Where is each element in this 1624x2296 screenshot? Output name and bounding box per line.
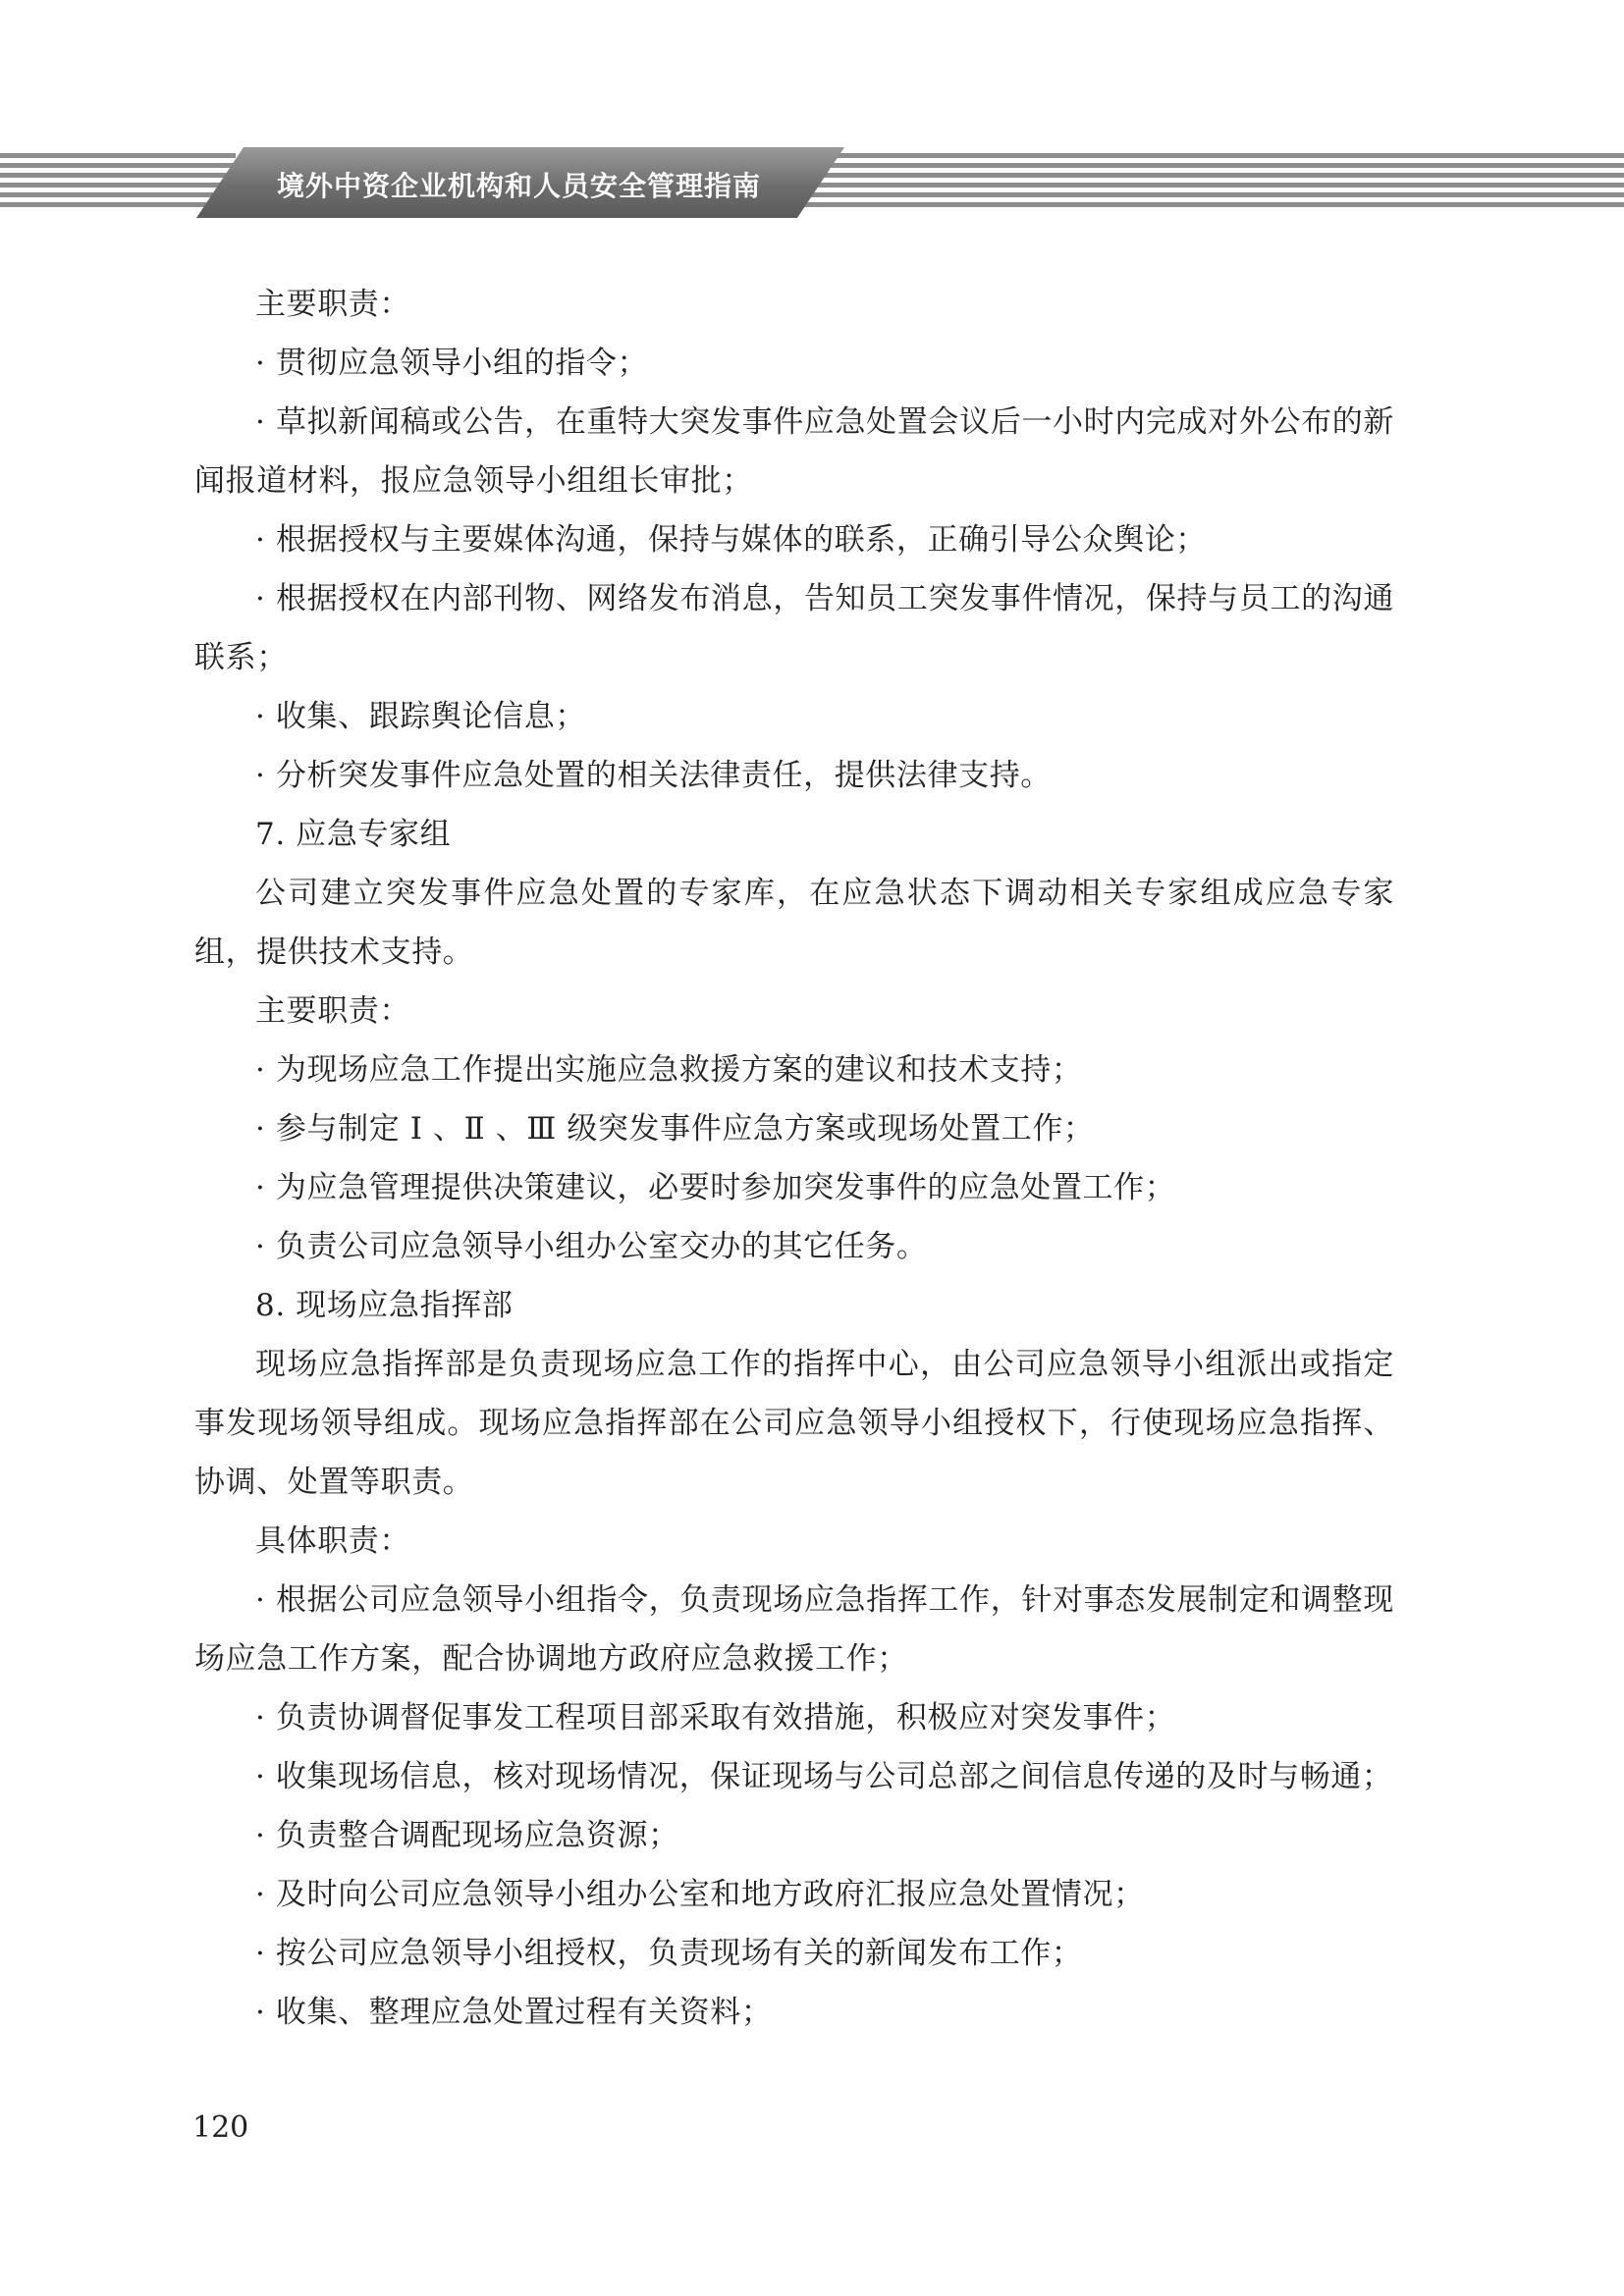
paragraph: · 参与制定 Ⅰ 、Ⅱ 、Ⅲ 级突发事件应急方案或现场处置工作；	[255, 1111, 1095, 1147]
paragraph: · 根据授权与主要媒体沟通，保持与媒体的联系，正确引导公众舆论；	[255, 522, 1207, 558]
header-stripes-right	[785, 153, 1624, 212]
paragraph: · 负责协调督促事发工程项目部采取有效措施，积极应对突发事件；	[255, 1700, 1176, 1735]
section-heading: 8. 现场应急指挥部	[255, 1288, 514, 1323]
paragraph: · 收集、整理应急处置过程有关资料；	[255, 1995, 773, 2030]
paragraph: · 贯彻应急领导小组的指令；	[255, 346, 649, 381]
paragraph: · 根据授权在内部刊物、网络发布消息，告知员工突发事件情况，保持与员工的沟通联系；	[194, 581, 1394, 675]
paragraph: 主要职责：	[255, 993, 410, 1029]
paragraph: · 按公司应急领导小组授权，负责现场有关的新闻发布工作；	[255, 1936, 1083, 1971]
paragraph: · 草拟新闻稿或公告，在重特大突发事件应急处置会议后一小时内完成对外公布的新闻报道材料，报应急领导小组组长审批；	[194, 404, 1394, 499]
section-heading: 7. 应急专家组	[255, 817, 452, 852]
paragraph: 现场应急指挥部是负责现场应急工作的指挥中心，由公司应急领导小组派出或指定事发现场领导组成。现场应急指挥部在公司应急领导小组授权下，行使现场应急指挥、协调、处置等职责。	[194, 1347, 1394, 1500]
paragraph: · 负责整合调配现场应急资源；	[255, 1818, 679, 1853]
paragraph: · 分析突发事件应急处置的相关法律责任，提供法律支持。	[255, 758, 1052, 793]
paragraph: 主要职责：	[255, 287, 410, 322]
header-stripes-left	[0, 153, 236, 212]
paragraph: · 为现场应急工作提出实施应急救援方案的建议和技术支持；	[255, 1052, 1083, 1088]
paragraph: · 收集现场信息，核对现场情况，保证现场与公司总部之间信息传递的及时与畅通；	[255, 1759, 1393, 1794]
page-body	[194, 275, 1394, 2042]
paragraph: · 根据公司应急领导小组指令，负责现场应急指挥工作，针对事态发展制定和调整现场应急工作方案，配合协调地方政府应急救援工作；	[194, 1582, 1394, 1677]
running-header	[0, 147, 1624, 218]
paragraph: 具体职责：	[255, 1523, 410, 1559]
paragraph: · 负责公司应急领导小组办公室交办的其它任务。	[255, 1229, 928, 1264]
paragraph: 公司建立突发事件应急处置的专家库，在应急状态下调动相关专家组成应急专家组，提供技术支持。	[194, 876, 1394, 970]
book-title: 境外中资企业机构和人员安全管理指南	[277, 170, 762, 202]
paragraph: · 为应急管理提供决策建议，必要时参加突发事件的应急处置工作；	[255, 1170, 1176, 1205]
page-number: 120	[192, 2110, 249, 2145]
paragraph: · 及时向公司应急领导小组办公室和地方政府汇报应急处置情况；	[255, 1877, 1145, 1912]
paragraph: · 收集、跟踪舆论信息；	[255, 699, 586, 734]
